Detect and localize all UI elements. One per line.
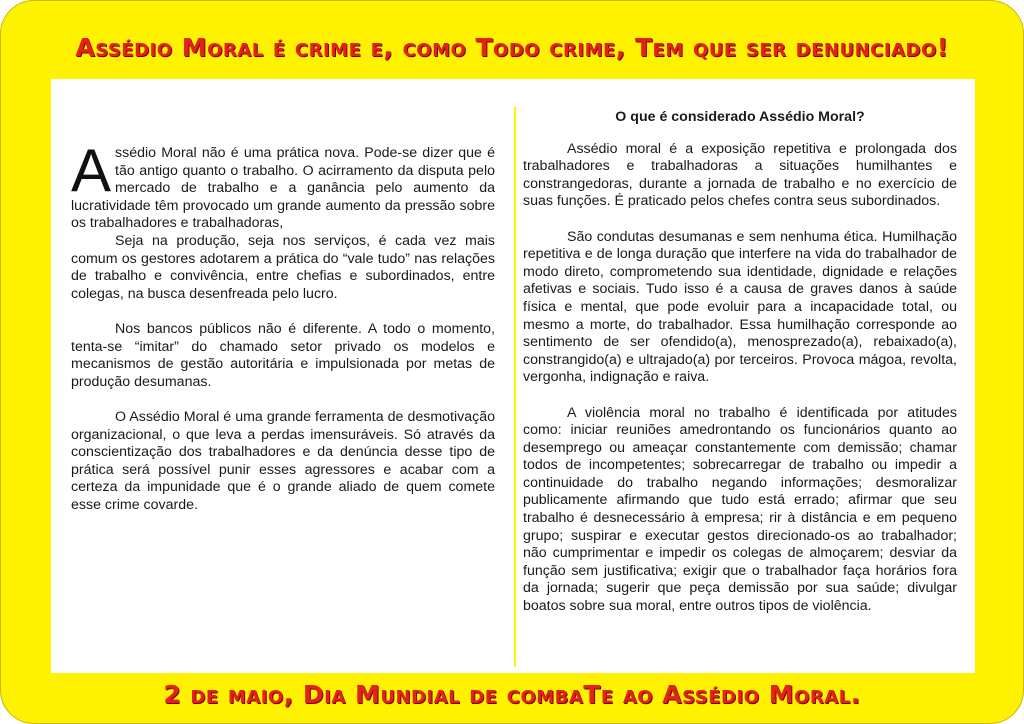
poster-headline: Assédio Moral é crime e, como Todo crime, Tem que ser denunciado! (75, 33, 949, 62)
drop-cap: A (71, 137, 112, 204)
right-column (523, 109, 957, 616)
content-sheet (51, 79, 975, 673)
left-column (71, 137, 495, 514)
section-title: O que é considerado Assédio Moral? (615, 109, 865, 125)
column-divider (514, 107, 516, 667)
paragraph-practice: Seja na produção, seja nos serviços, é cada vez mais comum os gestores adotarem a prática do “vale tudo” nas relações de trabalho e convivência, entre chefias e subordinados, entre colegas, na busca desenfreada pelo lucro. (71, 232, 495, 302)
paragraph-conduct: São condutas desumanas e sem nenhuma ética. Humilhação repetitiva e de longa duração que interfere na vida do trabalhador de modo direto, comprometendo sua identidade, dignidade e relações afetivas e sociais. Tudo isso é a causa de graves danos à saúde física e mental, que pode evoluir para a incapacidade total, ou mesmo a morte, do trabalhador. Essa humilhação corresponde ao sentimento de ser ofendido(a), menosprezado(a), rebaixado(a), constrangido(a) e ultrajado(a) por terceiros. Provoca mágoa, revolta, vergonha, indignação e raiva. (523, 228, 957, 386)
intro-paragraph (71, 137, 495, 233)
paragraph-tool: O Assédio Moral é uma grande ferramenta de desmotivação organizacional, o que leva a perdas imensuráveis. Só através da conscientização dos trabalhadores e da denúncia desse tipo de prática será possível punir esses agressores e acabar com a certeza da impunidade que é o grande aliado de quem comete esse crime covarde. (71, 408, 495, 513)
poster-footer: 2 de maio, Dia Mundial de combaTe ao Assédio Moral. (163, 680, 861, 709)
paragraph-definition: Assédio moral é a exposição repetitiva e prolongada dos trabalhadores e trabalhadoras a situações humilhantes e constrangedoras, durante a jornada de trabalho e no exercício de suas funções. É praticado pelos chefes contra seus subordinados. (523, 140, 957, 210)
intro-paragraph-text: ssédio Moral não é uma prática nova. Pode-se dizer que é tão antigo quanto o trabalho. O acirramento da disputa pelo mercado de trabalho e a ganância pelo aumento da lucratividade têm provocado um grande aumento da pressão sobre os trabalhadores e trabalhadoras, (71, 145, 495, 232)
paragraph-public-banks: Nos bancos públicos não é diferente. A todo o momento, tenta-se “imitar” do chamado setor privado os modelos e mecanismos de gestão autoritária e impulsionada por metas de produção desumanas. (71, 320, 495, 390)
paragraph-violence: A violência moral no trabalho é identificada por atitudes como: iniciar reuniões amedrontando os funcionários quanto ao desemprego ou ameaçar constantemente com demissão; chamar todos de incompetentes; sobrecarregar de trabalho ou impedir a continuidade do trabalho negando informações; desmoralizar publicamente afirmando que tudo está errado; afirmar que seu trabalho é desnecessário à empresa; rir à distância e em pequeno grupo; suspirar e executar gestos direcionado-os ao trabalhador; não cumprimentar e impedir os colegas de almoçarem; desviar da função sem justificativa; exigir que o trabalhador faça horários fora da jornada; sugerir que peça demissão por sua saúde; divulgar boatos sobre sua moral, entre outros tipos de violência. (523, 404, 957, 615)
